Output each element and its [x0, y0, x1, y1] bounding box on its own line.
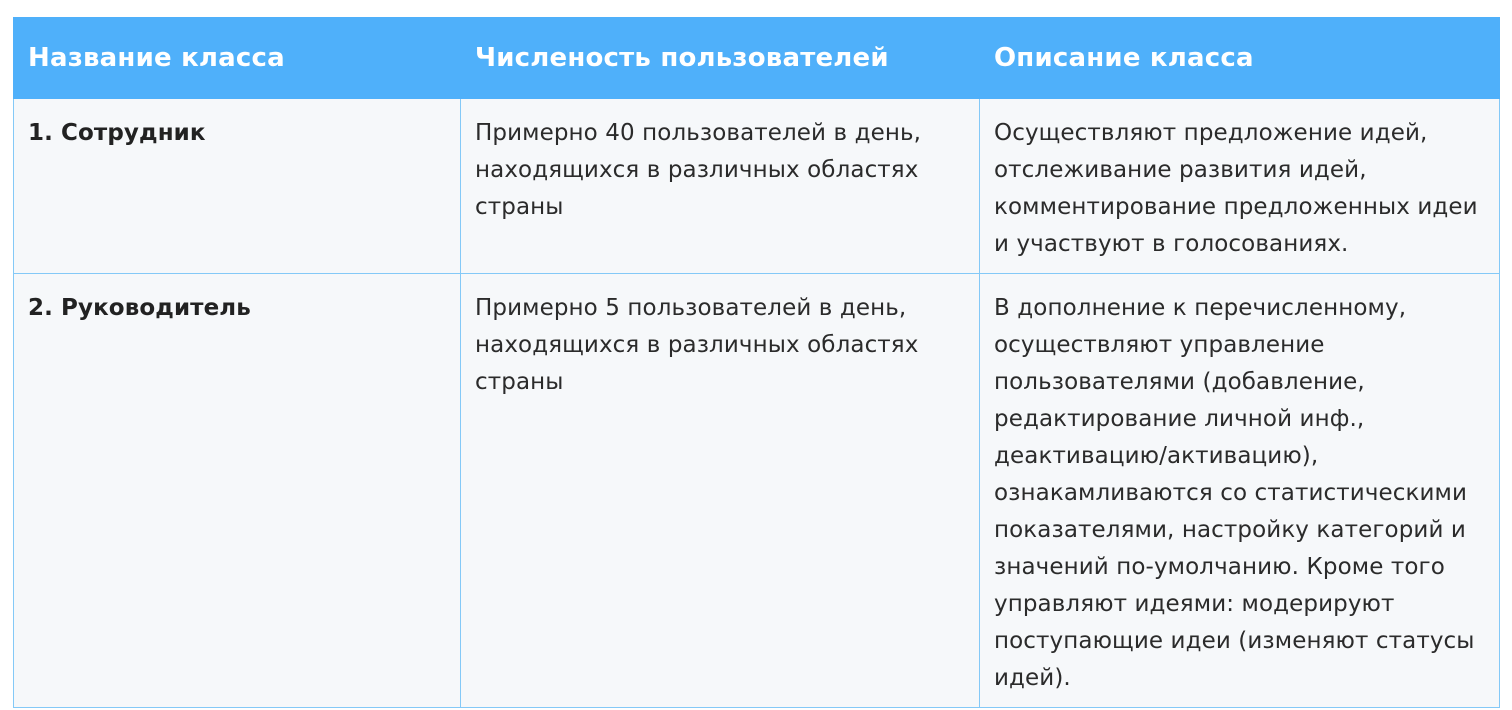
table-header	[14, 18, 1500, 99]
table-body	[14, 99, 1500, 708]
table-row	[14, 99, 1500, 274]
table-row	[14, 274, 1500, 708]
user-count-cell: Примерно 40 пользователей в день, находящихся в различных областях страны	[461, 99, 980, 274]
column-header-user-count: Численость пользователей	[461, 18, 980, 99]
user-classes-table	[13, 17, 1500, 708]
column-header-class-description: Описание класса	[980, 18, 1500, 99]
class-description-cell: Осуществляют предложение идей, отслеживание развития идей, комментирование предложенных идеи и участвуют в голосованиях.	[980, 99, 1500, 274]
column-header-class-name: Название класса	[14, 18, 461, 99]
header-row	[14, 18, 1500, 99]
class-description-cell: В дополнение к перечисленному, осуществляют управление пользователями (добавление, редактирование личной инф., деактивацию/активацию), ознакамливаются со статистическими показателями, настройку категорий и значений по-умолчанию. Кроме того управляют идеями: модерируют поступающие идеи (изменяют статусы идей).	[980, 274, 1500, 708]
class-name-cell: 1. Сотрудник	[14, 99, 461, 274]
class-name-cell: 2. Руководитель	[14, 274, 461, 708]
user-count-cell: Примерно 5 пользователей в день, находящихся в различных областях страны	[461, 274, 980, 708]
user-classes-table-container	[13, 17, 1499, 708]
